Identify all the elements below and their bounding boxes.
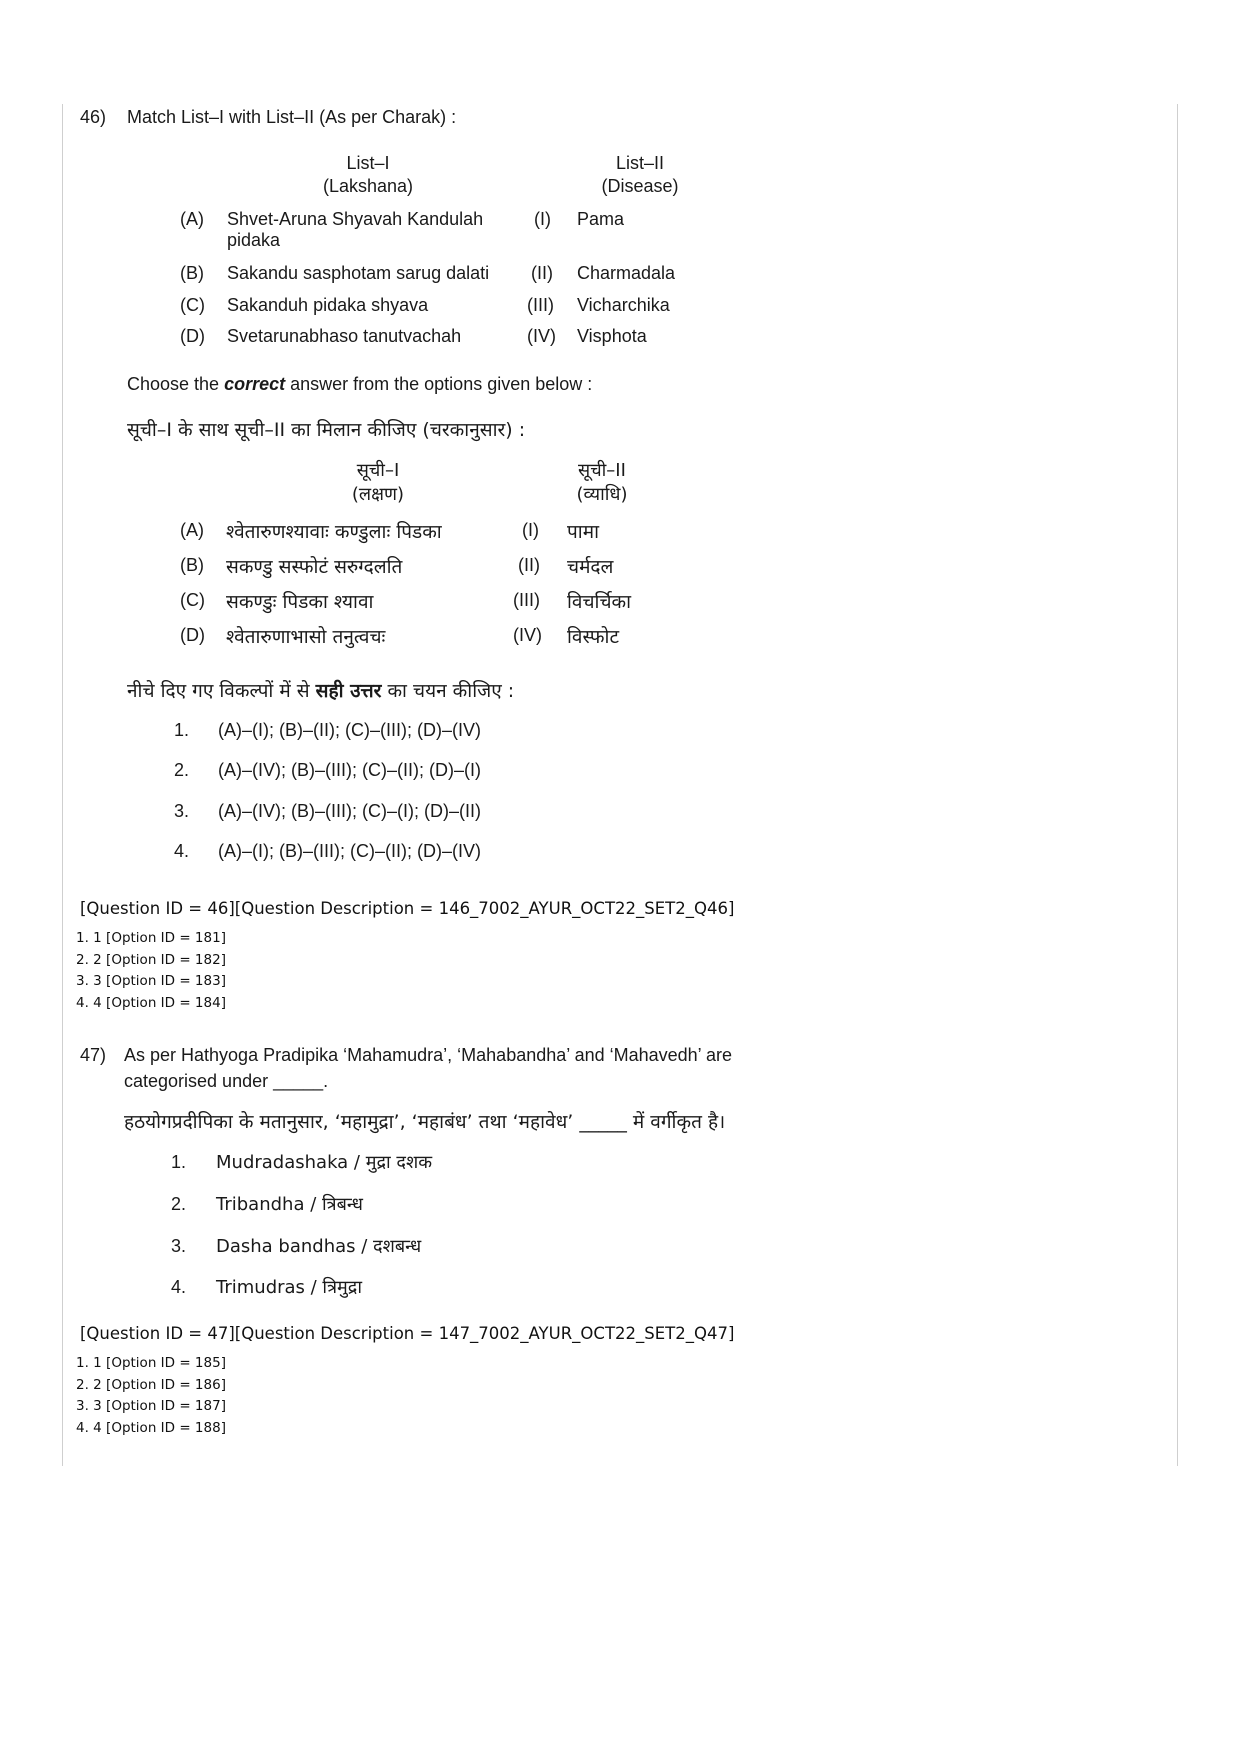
row-letter: (A): [180, 209, 204, 229]
option-number: 1.: [171, 1152, 187, 1172]
row-numeral: (II): [531, 263, 553, 283]
row-disease: Pama: [577, 209, 625, 229]
question-stem-en-line1: As per Hathyoga Pradipika ‘Mahamudra’, ‘Mahabandha’ and ‘Mahavedh’ are: [124, 1045, 733, 1065]
row-disease: Charmadala: [577, 263, 676, 283]
option-id-item: 4. 4 [Option ID = 184]: [76, 994, 226, 1011]
row-numeral: (IV): [527, 326, 556, 346]
option-text: (A)–(I); (B)–(II); (C)–(III); (D)–(IV): [218, 720, 481, 740]
choose-post: answer from the options given below :: [285, 374, 593, 394]
question-number: 46): [80, 107, 107, 127]
choose-instruction-en: [127, 374, 592, 395]
row-lakshana-hi: सकण्डुः पिडका श्यावा: [226, 591, 374, 613]
list1-subtitle: (Lakshana): [322, 176, 414, 196]
row-disease: Vicharchika: [577, 295, 670, 315]
list2-title-hi: सूची–II: [578, 460, 626, 481]
row-lakshana: Sakandu sasphotam sarug dalati: [227, 263, 490, 283]
row-numeral: (III): [513, 590, 540, 610]
question-meta: [Question ID = 47][Question Description = 147_7002_AYUR_OCT22_SET2_Q47]: [80, 1324, 735, 1343]
question-stem-en: Match List–I with List–II (As per Charak) :: [127, 107, 457, 127]
choose-hi-post: का चयन कीजिए :: [381, 680, 515, 702]
option-text: Dasha bandhas / दशबन्ध: [216, 1236, 422, 1257]
option-id-item: 2. 2 [Option ID = 182]: [76, 951, 226, 968]
row-letter: (C): [180, 590, 205, 610]
option-number: 2.: [174, 760, 190, 780]
choose-instruction-hi: [127, 677, 514, 703]
choose-hi-pre: नीचे दिए गए विकल्पों में से: [127, 680, 316, 702]
choose-emphasis: correct: [224, 374, 286, 394]
option-id-list: [76, 1353, 226, 1439]
row-numeral: (II): [518, 555, 540, 575]
row-letter: (D): [180, 625, 205, 645]
list2-header-en: [520, 152, 760, 198]
option-id-item: 1. 1 [Option ID = 185]: [76, 1355, 226, 1371]
list1-header-en: [248, 152, 488, 198]
question-number: 47): [80, 1045, 107, 1065]
option-number: 4.: [174, 841, 190, 861]
option-number: 2.: [171, 1194, 187, 1214]
option-number: 4.: [171, 1277, 187, 1297]
row-lakshana: Shvet-Aruna Shyavah Kandulah pidaka: [227, 209, 484, 250]
list1-title-hi: सूची–I: [356, 460, 400, 481]
row-letter: (B): [180, 263, 204, 283]
list2-subtitle: (Disease): [601, 176, 679, 196]
row-numeral: (I): [534, 209, 551, 229]
row-numeral: (III): [527, 295, 554, 315]
question-meta: [Question ID = 46][Question Description = 146_7002_AYUR_OCT22_SET2_Q46]: [80, 899, 735, 918]
option-id-item: 3. 3 [Option ID = 187]: [76, 1398, 226, 1414]
option-id-item: 1. 1 [Option ID = 181]: [76, 930, 226, 946]
list1-header-hi: [258, 459, 498, 507]
question-stem-en-line2: categorised under _____.: [124, 1071, 329, 1091]
row-letter: (A): [180, 520, 204, 540]
row-numeral: (I): [522, 520, 539, 540]
list2-header-hi: [482, 459, 722, 507]
option-text: (A)–(IV); (B)–(III); (C)–(I); (D)–(II): [218, 801, 481, 821]
option-number: 1.: [174, 720, 190, 740]
row-disease-hi: पामा: [567, 521, 599, 543]
option-text: Tribandha / त्रिबन्ध: [216, 1194, 363, 1215]
question-stem-hi: हठयोगप्रदीपिका के मतानुसार, ‘महामुद्रा’, ‘महाबंध’ तथा ‘महावेध’ _____ में वर्गीकृत है।: [124, 1111, 726, 1133]
option-number: 3.: [171, 1236, 187, 1256]
option-id-item: 3. 3 [Option ID = 183]: [76, 973, 226, 989]
option-text: Mudradashaka / मुद्रा दशक: [216, 1152, 433, 1173]
choose-hi-bold: सही उत्तर: [315, 680, 382, 702]
choose-pre: Choose the: [127, 374, 225, 394]
row-disease: Visphota: [577, 326, 647, 346]
option-id-item: 4. 4 [Option ID = 188]: [76, 1419, 226, 1436]
row-disease-hi: विस्फोट: [567, 626, 620, 648]
option-text: Trimudras / त्रिमुद्रा: [216, 1277, 363, 1298]
list1-title: List–I: [346, 153, 390, 173]
row-lakshana-hi: सकण्डु सस्फोटं सरुग्दलति: [226, 556, 403, 578]
row-disease-hi: चर्मदल: [567, 556, 614, 578]
list2-subtitle-hi: (व्याधि): [576, 484, 628, 505]
row-lakshana: Svetarunabhaso tanutvachah: [227, 326, 462, 346]
option-id-list: [76, 928, 226, 1014]
list2-title: List–II: [615, 153, 665, 173]
page-frame-left: [62, 104, 63, 1466]
row-letter: (B): [180, 555, 204, 575]
option-text: (A)–(I); (B)–(III); (C)–(II); (D)–(IV): [218, 841, 481, 861]
option-number: 3.: [174, 801, 190, 821]
page-frame-right: [1177, 104, 1178, 1466]
row-letter: (C): [180, 295, 205, 315]
row-disease-hi: विचर्चिका: [567, 591, 632, 613]
row-numeral: (IV): [513, 625, 542, 645]
row-lakshana-hi: श्वेतारुणश्यावाः कण्डुलाः पिडका: [226, 521, 442, 543]
row-lakshana: Sakanduh pidaka shyava: [227, 295, 429, 315]
option-id-item: 2. 2 [Option ID = 186]: [76, 1376, 226, 1393]
row-letter: (D): [180, 326, 205, 346]
option-text: (A)–(IV); (B)–(III); (C)–(II); (D)–(I): [218, 760, 481, 780]
row-lakshana-hi: श्वेतारुणाभासो तनुत्वचः: [226, 626, 386, 648]
list1-subtitle-hi: (लक्षण): [351, 484, 405, 505]
question-stem-hi: सूची–I के साथ सूची–II का मिलान कीजिए (चरकानुसार) :: [127, 419, 526, 441]
